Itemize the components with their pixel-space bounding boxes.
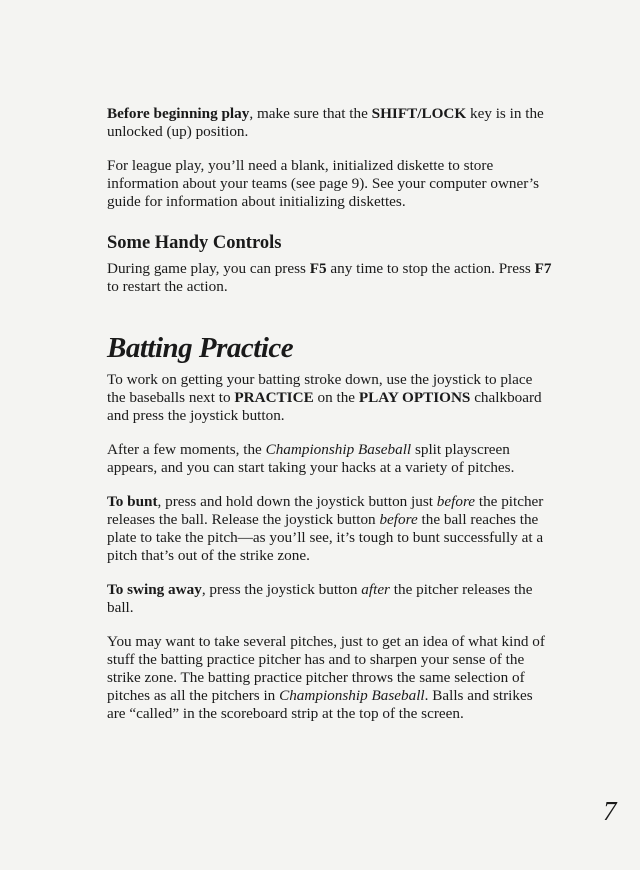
text-run: , make sure that the [249,105,372,122]
controls-paragraph [107,260,552,296]
play-options-label: PLAY OPTIONS [358,389,471,406]
controls-heading: Some Handy Controls [107,233,282,253]
text-run: . Balls and strikes are “called” in the scoreboard strip at the top of the screen. [107,687,533,722]
game-title: Championship Baseball [279,687,425,704]
text-run: the pitcher releases the ball. [107,581,533,616]
f7-key: F7 [534,260,552,277]
page-content [107,105,552,723]
text-run: During game play, you can press [107,260,310,277]
before-italic: before [436,493,476,510]
after-italic: after [361,581,390,598]
before-play-bold: Before beginning play [107,105,250,122]
text-run: , press and hold down the joystick button just [157,493,437,510]
bunt-paragraph [107,493,552,565]
batting-intro-paragraph [107,371,552,425]
text-run: on the [313,389,359,406]
page-number: 7 [603,796,617,826]
text-run: chalkboard and press the joystick button. [107,389,542,424]
league-play-paragraph: For league play, you’ll need a blank, initialized diskette to store information about your teams (see page 9). See your computer owner’s guide for information about initializing diskettes. [107,157,540,210]
f5-key: F5 [309,260,327,277]
text-run: To work on getting your batting stroke down, use the joystick to place the baseballs next to [107,371,533,406]
text-run: to restart the action. [107,278,228,295]
before-italic: before [379,511,418,528]
batting-practice-heading: Batting Practice [107,332,294,364]
text-run: the ball reaches the plate to take the pitch—as you’ll see, it’s tough to bunt successfully at a pitch that’s out of the strike zone. [107,511,544,564]
text-run: any time to stop the action. Press [326,260,535,277]
to-bunt-bold: To bunt [107,493,158,510]
text-run: key is in the unlocked (up) position. [107,105,544,140]
text-run: split playscreen appears, and you can start taking your hacks at a variety of pitches. [107,441,515,476]
shift-lock-paragraph [107,105,552,141]
text-run: the pitcher releases the ball. Release the joystick button [107,493,544,528]
text-run: You may want to take several pitches, just to get an idea of what kind of stuff the batting practice pitcher has and to sharpen your sense of the strike zone. The batting practice pitcher throws the same selection of pitches as all the pitchers in [107,633,545,704]
text-run: After a few moments, the [107,441,266,458]
pitches-paragraph [107,633,552,723]
swing-away-bold: To swing away [107,581,202,598]
practice-option: PRACTICE [234,389,314,406]
game-title: Championship Baseball [265,441,412,458]
shift-lock-key: SHIFT/LOCK [371,105,467,122]
playscreen-paragraph [107,441,552,477]
text-run: , press the joystick button [201,581,362,598]
swing-away-paragraph [107,581,552,617]
